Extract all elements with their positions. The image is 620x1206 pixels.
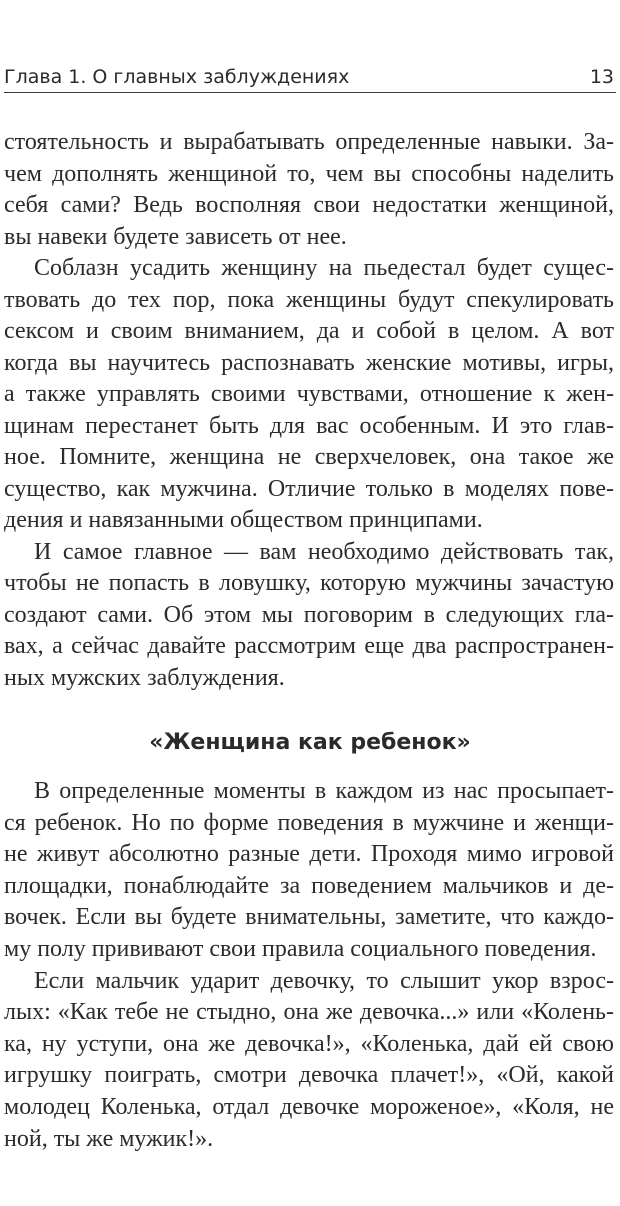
text-line: ся ребенок. Но по форме поведения в мужчине и женщи- [4,809,614,836]
text-line: вы навеки будете зависеть от нее. [4,223,347,250]
text-line: ных мужских заблуждения. [4,664,285,691]
text-line: а также управлять своими чувствами, отношение к жен- [4,381,614,407]
text-line: лых: «Как тебе не стыдно, она же девочка...» или «Колень- [4,999,614,1026]
text-line: вах, а сейчас давайте рассмотрим еще два распространен- [4,633,614,659]
text-line: чем дополнять женщиной то, чем вы способны наделить [4,160,614,187]
text-line: себя сами? Ведь восполняя свои недостатки женщиной, [4,192,614,218]
text-line: существо, как мужчина. Отличие только в моделях пове- [4,475,614,502]
chapter-title: Глава 1. О главных заблуждениях [4,66,350,88]
text-line: ной, ты же мужик!». [4,1125,214,1152]
section-heading: «Женщина как ребенок» [149,730,471,755]
text-line: не живут абсолютно разные дети. Проходя мимо игровой [4,841,614,868]
text-line: му полу прививают свои правила социального поведения. [4,935,597,962]
text-line: чтобы не попасть в ловушку, которую мужчины зачастую [4,570,614,596]
page-number: 13 [589,66,614,88]
text-line: ка, ну уступи, она же девочка!», «Коленька, дай ей свою [4,1030,614,1057]
text-line: молодец Коленька, отдал девочке мороженое», «Коля, не [4,1093,614,1120]
text-line: дения и навязанными обществом принципами. [4,507,483,533]
text-line: ное. Помните, женщина не сверхчеловек, она такое же [4,444,614,470]
running-head [4,58,616,93]
text-line: создают сами. Об этом мы поговорим в следующих гла- [4,601,614,628]
text-line: щинам перестанет быть для вас особенным. И это глав- [4,412,614,439]
text-line: игрушку поиграть, смотри девочка плачет!», «Ой, какой [4,1062,614,1089]
text-line: стоятельность и вырабатывать определенные навыки. За- [4,129,614,155]
text-line: Если мальчик ударит девочку, то слышит укор взрос- [34,967,614,994]
text-block-1 [4,127,614,694]
text-line: когда вы научитесь распознавать женские мотивы, игры, [4,349,614,376]
text-block-2 [4,776,614,1155]
text-line: вочек. Если вы будете внимательны, заметите, что каждо- [4,904,614,931]
text-line: И самое главное — вам необходимо действовать так, [34,538,614,565]
text-line: Соблазн усадить женщину на пьедестал будет сущес- [34,255,614,281]
text-line: площадки, понаблюдайте за поведением мальчиков и де- [4,872,614,899]
text-line: В определенные моменты в каждом из нас просыпает- [34,778,614,804]
text-line: твовать до тех пор, пока женщины будут спекулировать [4,286,614,313]
text-line: сексом и своим вниманием, да и собой в целом. А вот [4,318,614,344]
